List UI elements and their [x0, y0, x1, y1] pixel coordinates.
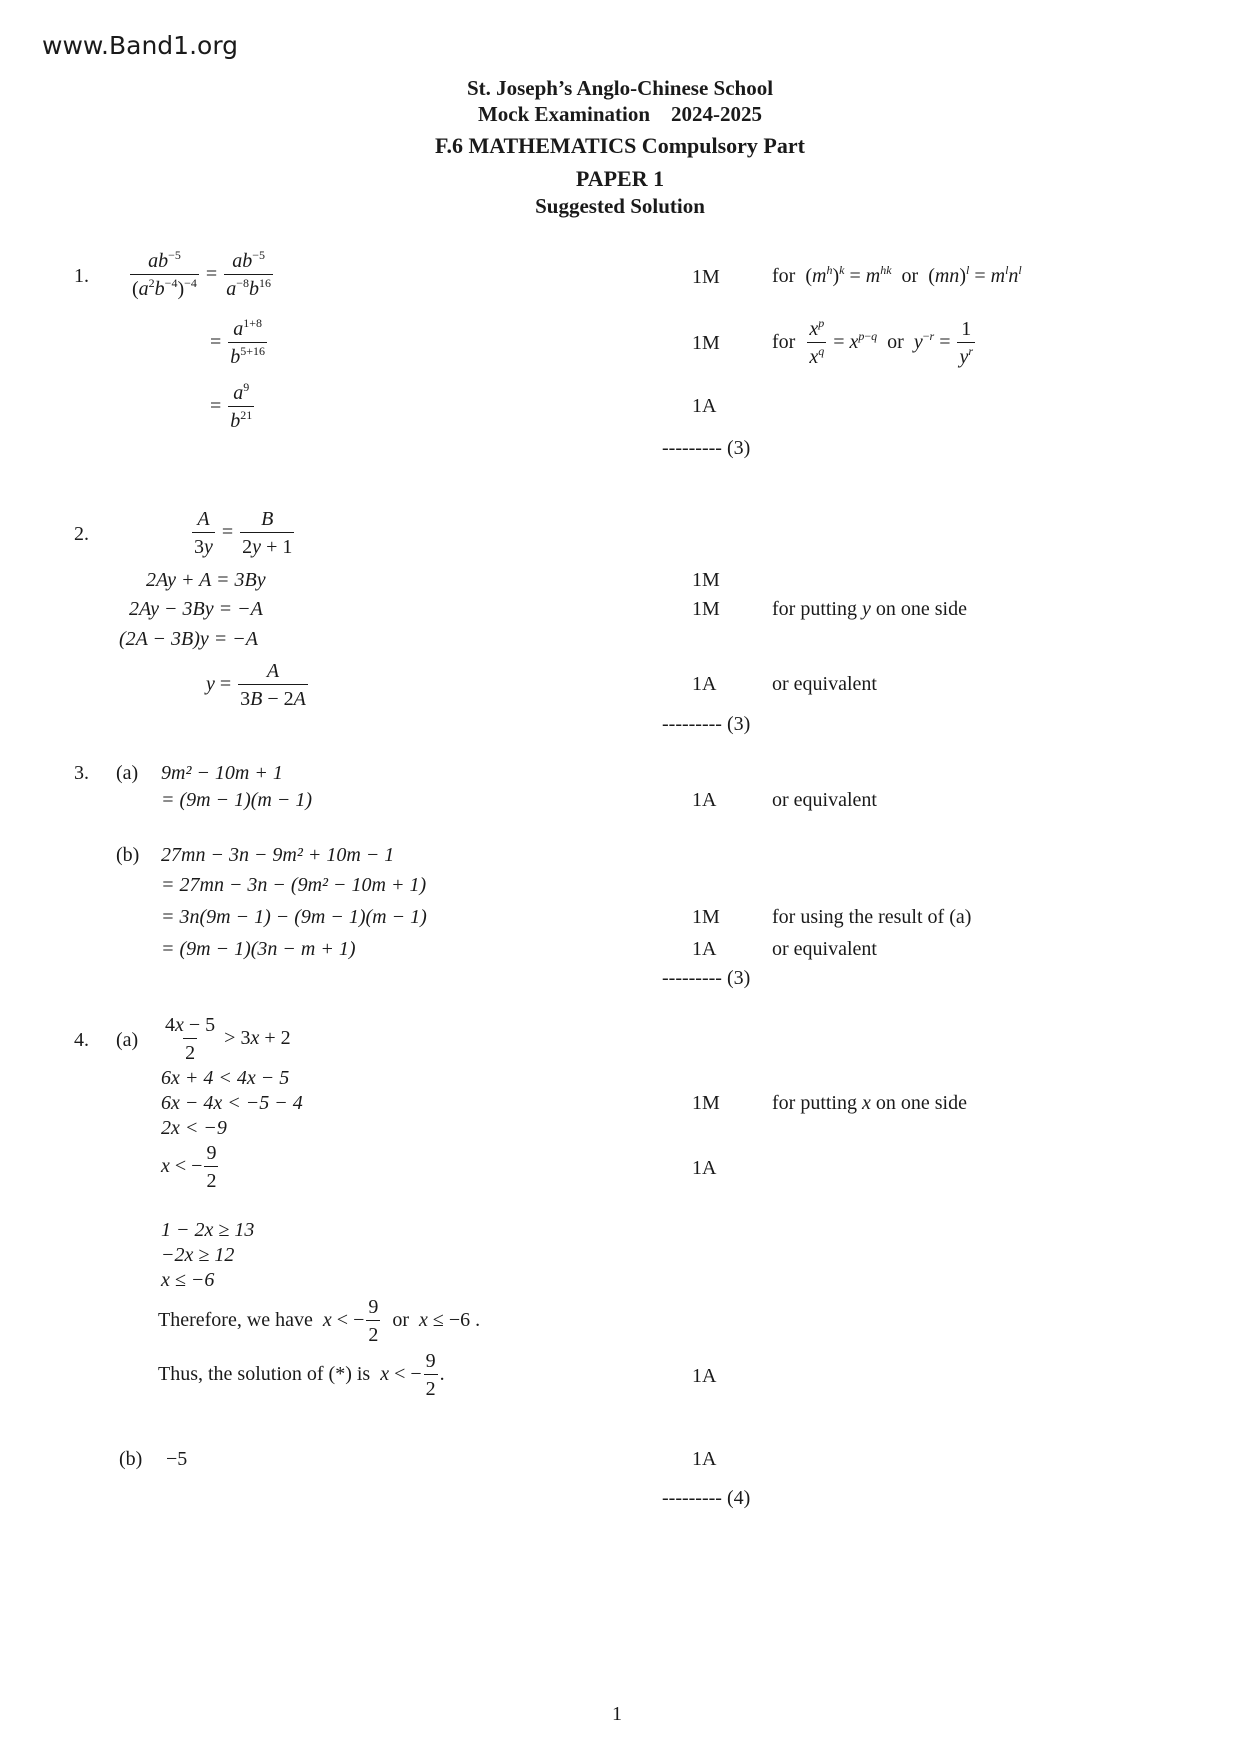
q4-a-line-4: 2x < −9: [161, 1117, 227, 1139]
q4-mark-3: 1A: [692, 1365, 717, 1387]
q3-part-b: (b): [116, 844, 140, 866]
q3-a-line-1: 9m² − 10m + 1: [161, 762, 283, 784]
page-number: 1: [612, 1703, 622, 1725]
equals: =: [205, 263, 218, 286]
q4-a-line-5: x < − $\frac{9}{2}$: [161, 1142, 217, 1192]
q1-mark-2: 1M: [692, 332, 720, 354]
subject-title: F.6 MATHEMATICS Compulsory Part: [435, 133, 805, 158]
site-watermark: www.Band1.org: [42, 31, 239, 60]
q4-thus-line: Thus, the solution of (*) is x < − $\frac{9}{2}$ .: [158, 1350, 445, 1400]
q3-part-a: (a): [116, 762, 139, 784]
exam-title: [370, 104, 870, 125]
q1-mark-3: 1A: [692, 395, 717, 417]
q3-b-line-1: 27mn − 3n − 9m² + 10m − 1: [161, 844, 395, 866]
q2-comment-1: for putting y on one side: [772, 598, 967, 620]
q4-a-line-8: x ≤ −6: [161, 1269, 215, 1291]
q3-b-line-2: = 27mn − 3n − (9m² − 10m + 1): [161, 874, 427, 896]
q4-a-line-2: 6x + 4 < 4x − 5: [161, 1067, 290, 1089]
q2-total: --------- (3): [662, 713, 751, 735]
q4-a-line-7: −2x ≥ 12: [161, 1244, 235, 1266]
q1-comment-2: for $\frac{x^p}{x^q}$ = $x^{p-q}$ or $y^{-r}$ = $\frac{1}{y^r}$: [772, 316, 974, 368]
q2-line-5: y = $\frac{A}{3B - 2A}$: [206, 660, 306, 710]
q1-total: --------- (3): [662, 437, 751, 459]
q2-comment-2: or equivalent: [772, 673, 877, 695]
q2-line-2: 2Ay + A = 3By: [146, 569, 266, 591]
q3-mark-3: 1A: [692, 938, 717, 960]
q1-comment-1: for $(m^h)^k = m^{hk}$ or $(mn)^l = m^ln^l$: [772, 263, 1022, 287]
q4-a-line-6: 1 − 2x ≥ 13: [161, 1219, 255, 1241]
q1-mark-1: 1M: [692, 266, 720, 288]
q4-mark-4: 1A: [692, 1448, 717, 1470]
paper-title: PAPER 1: [575, 166, 665, 191]
q3-comment-1: or equivalent: [772, 789, 877, 811]
q1-line-2: = $\frac{a^{1+8}}{b^{5+16}}$: [210, 316, 266, 368]
q3-mark-1: 1A: [692, 789, 717, 811]
q2-line-3: 2Ay − 3By = −A: [129, 598, 263, 620]
q3-a-line-2: = (9m − 1)(m − 1): [161, 789, 313, 811]
school-name: St. Joseph’s Anglo-Chinese School: [466, 76, 774, 100]
q3-comment-3: or equivalent: [772, 938, 877, 960]
q1-number: 1.: [74, 265, 89, 287]
q4-part-b: (b): [119, 1448, 143, 1470]
equals: =: [210, 331, 222, 354]
q2-mark-2: 1M: [692, 598, 720, 620]
q4-b-answer: −5: [166, 1448, 188, 1470]
equals: =: [210, 395, 222, 418]
exam-name: Mock Examination: [477, 102, 651, 126]
q4-number: 4.: [74, 1029, 89, 1051]
q4-therefore-line: Therefore, we have x < − $\frac{9}{2}$ or x ≤ −6 .: [158, 1296, 481, 1346]
q2-number: 2.: [74, 523, 89, 545]
q3-total: --------- (3): [662, 967, 751, 989]
q2-line-1: $\frac{A}{3y}$ = $\frac{B}{2y + 1}$: [194, 508, 293, 558]
doc-type: Suggested Solution: [535, 194, 705, 218]
q1-line-3: = $\frac{a^9}{b^{21}}$: [210, 380, 253, 432]
q3-b-line-4: = (9m − 1)(3n − m + 1): [161, 938, 356, 960]
q4-mark-1: 1M: [692, 1092, 720, 1114]
exam-year: 2024-2025: [671, 102, 763, 126]
q4-comment-1: for putting x on one side: [772, 1092, 967, 1114]
q2-line-4: (2A − 3B)y = −A: [119, 628, 258, 650]
q3-comment-2: for using the result of (a): [772, 906, 972, 928]
q4-part-a: (a): [116, 1029, 139, 1051]
q2-mark-3: 1A: [692, 673, 717, 695]
q3-b-line-3: = 3n(9m − 1) − (9m − 1)(m − 1): [161, 906, 427, 928]
q4-a-line-3: 6x − 4x < −5 − 4: [161, 1092, 303, 1114]
q3-number: 3.: [74, 762, 89, 784]
q4-a-line-1: $\frac{4x - 5}{2}$ > 3x + 2: [165, 1014, 291, 1064]
q2-mark-1: 1M: [692, 569, 720, 591]
q4-total: --------- (4): [662, 1487, 751, 1509]
q3-mark-2: 1M: [692, 906, 720, 928]
q4-mark-2: 1A: [692, 1157, 717, 1179]
q1-line-1: $\frac{ab^{-5}}{(a^2b^{-4})^{-4}}$ = $\frac{ab^{-5}}{a^{-8}b^{16}}$: [132, 248, 271, 300]
